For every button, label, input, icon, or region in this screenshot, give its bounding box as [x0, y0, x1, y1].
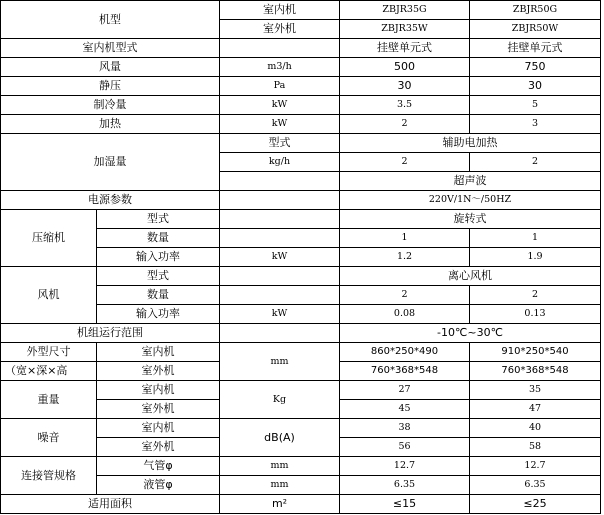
- compressor-type-unit: [220, 210, 340, 229]
- heating-a: 2: [340, 115, 470, 134]
- row-compressor-type: [1, 210, 601, 229]
- weight-out-b: 47: [470, 400, 601, 419]
- humid-type-value: 辅助电加热: [340, 134, 601, 153]
- noise-outdoor-label: 室外机: [97, 438, 220, 457]
- compressor-power-b: 1.9: [470, 248, 601, 267]
- compressor-qty-b: 1: [470, 229, 601, 248]
- range-value: -10℃~30℃: [340, 324, 601, 343]
- heating-b: 3: [470, 115, 601, 134]
- row-dimensions-indoor: [1, 343, 601, 362]
- pipe-liquid-b: 6.35: [470, 476, 601, 495]
- indoor-model-a: ZBJR35G: [340, 1, 470, 20]
- compressor-qty-label: 数量: [97, 229, 220, 248]
- noise-unit: dB(A): [220, 419, 340, 457]
- outdoor-model-a: ZBJR35W: [340, 20, 470, 39]
- compressor-power-label: 输入功率: [97, 248, 220, 267]
- power-label: 电源参数: [1, 191, 220, 210]
- fan-type-value: 离心风机: [340, 267, 601, 286]
- row-airflow: [1, 58, 601, 77]
- cooling-unit: kW: [220, 96, 340, 115]
- airflow-b: 750: [470, 58, 601, 77]
- pipe-liquid-unit: mm: [220, 476, 340, 495]
- pipe-gas-a: 12.7: [340, 457, 470, 476]
- row-static: [1, 77, 601, 96]
- power-value: 220V/1N～/50HZ: [340, 191, 601, 210]
- weight-out-a: 45: [340, 400, 470, 419]
- humid-kind: 超声波: [340, 172, 601, 191]
- cooling-b: 5: [470, 96, 601, 115]
- pipe-liquid-a: 6.35: [340, 476, 470, 495]
- row-pipe-gas: [1, 457, 601, 476]
- dimensions-sublabel: （宽×深×高: [1, 362, 97, 381]
- fan-power-a: 0.08: [340, 305, 470, 324]
- power-unit: [220, 191, 340, 210]
- fan-type-unit: [220, 267, 340, 286]
- weight-in-a: 27: [340, 381, 470, 400]
- area-label: 适用面积: [1, 495, 220, 514]
- noise-indoor-label: 室内机: [97, 419, 220, 438]
- row-form: [1, 39, 601, 58]
- row-fan-type: [1, 267, 601, 286]
- row-area: [1, 495, 601, 514]
- fan-power-b: 0.13: [470, 305, 601, 324]
- area-b: ≤25: [470, 495, 601, 514]
- range-label: 机组运行范围: [1, 324, 220, 343]
- row-cooling: [1, 96, 601, 115]
- fan-qty-b: 2: [470, 286, 601, 305]
- header-row-indoor: [1, 1, 601, 20]
- noise-label: 噪音: [1, 419, 97, 457]
- heating-label: 加热: [1, 115, 220, 134]
- form-a: 挂壁单元式: [340, 39, 470, 58]
- static-b: 30: [470, 77, 601, 96]
- fan-power-unit: kW: [220, 305, 340, 324]
- compressor-qty-unit: [220, 229, 340, 248]
- noise-out-a: 56: [340, 438, 470, 457]
- fan-label: 风机: [1, 267, 97, 324]
- airflow-a: 500: [340, 58, 470, 77]
- humid-label: 加湿量: [1, 134, 220, 191]
- fan-qty-label: 数量: [97, 286, 220, 305]
- indoor-header: 室内机: [220, 1, 340, 20]
- dimensions-indoor-label: 室内机: [97, 343, 220, 362]
- area-a: ≤15: [340, 495, 470, 514]
- row-noise-indoor: [1, 419, 601, 438]
- noise-out-b: 58: [470, 438, 601, 457]
- static-unit: Pa: [220, 77, 340, 96]
- dimensions-in-a: 860*250*490: [340, 343, 470, 362]
- pipe-label: 连接管规格: [1, 457, 97, 495]
- row-power: [1, 191, 601, 210]
- noise-in-a: 38: [340, 419, 470, 438]
- outdoor-model-b: ZBJR50W: [470, 20, 601, 39]
- humid-a: 2: [340, 153, 470, 172]
- fan-qty-a: 2: [340, 286, 470, 305]
- row-range: [1, 324, 601, 343]
- weight-in-b: 35: [470, 381, 601, 400]
- area-unit: m²: [220, 495, 340, 514]
- form-unit: [220, 39, 340, 58]
- airflow-label: 风量: [1, 58, 220, 77]
- dimensions-out-b: 760*368*548: [470, 362, 601, 381]
- fan-type-label: 型式: [97, 267, 220, 286]
- cooling-a: 3.5: [340, 96, 470, 115]
- form-label: 室内机型式: [1, 39, 220, 58]
- humid-kind-unit: [220, 172, 340, 191]
- pipe-gas-b: 12.7: [470, 457, 601, 476]
- dimensions-label: 外型尺寸: [1, 343, 97, 362]
- fan-qty-unit: [220, 286, 340, 305]
- heating-unit: kW: [220, 115, 340, 134]
- row-weight-indoor: [1, 381, 601, 400]
- pipe-gas-label: 气管φ: [97, 457, 220, 476]
- row-humid-type: [1, 134, 601, 153]
- dimensions-out-a: 760*368*548: [340, 362, 470, 381]
- compressor-type-label: 型式: [97, 210, 220, 229]
- static-label: 静压: [1, 77, 220, 96]
- weight-outdoor-label: 室外机: [97, 400, 220, 419]
- compressor-type-value: 旋转式: [340, 210, 601, 229]
- fan-power-label: 输入功率: [97, 305, 220, 324]
- airflow-unit: m3/h: [220, 58, 340, 77]
- model-header: 机型: [1, 1, 220, 39]
- compressor-label: 压缩机: [1, 210, 97, 267]
- humid-type-label: 型式: [220, 134, 340, 153]
- weight-indoor-label: 室内机: [97, 381, 220, 400]
- humid-unit: kg/h: [220, 153, 340, 172]
- dimensions-unit: mm: [220, 343, 340, 381]
- dimensions-outdoor-label: 室外机: [97, 362, 220, 381]
- cooling-label: 制冷量: [1, 96, 220, 115]
- static-a: 30: [340, 77, 470, 96]
- outdoor-header: 室外机: [220, 20, 340, 39]
- form-b: 挂壁单元式: [470, 39, 601, 58]
- weight-unit: Kg: [220, 381, 340, 419]
- compressor-power-unit: kW: [220, 248, 340, 267]
- range-unit: [220, 324, 340, 343]
- compressor-qty-a: 1: [340, 229, 470, 248]
- pipe-liquid-label: 液管φ: [97, 476, 220, 495]
- noise-in-b: 40: [470, 419, 601, 438]
- row-heating: [1, 115, 601, 134]
- dimensions-in-b: 910*250*540: [470, 343, 601, 362]
- humid-b: 2: [470, 153, 601, 172]
- pipe-gas-unit: mm: [220, 457, 340, 476]
- indoor-model-b: ZBJR50G: [470, 1, 601, 20]
- compressor-power-a: 1.2: [340, 248, 470, 267]
- weight-label: 重量: [1, 381, 97, 419]
